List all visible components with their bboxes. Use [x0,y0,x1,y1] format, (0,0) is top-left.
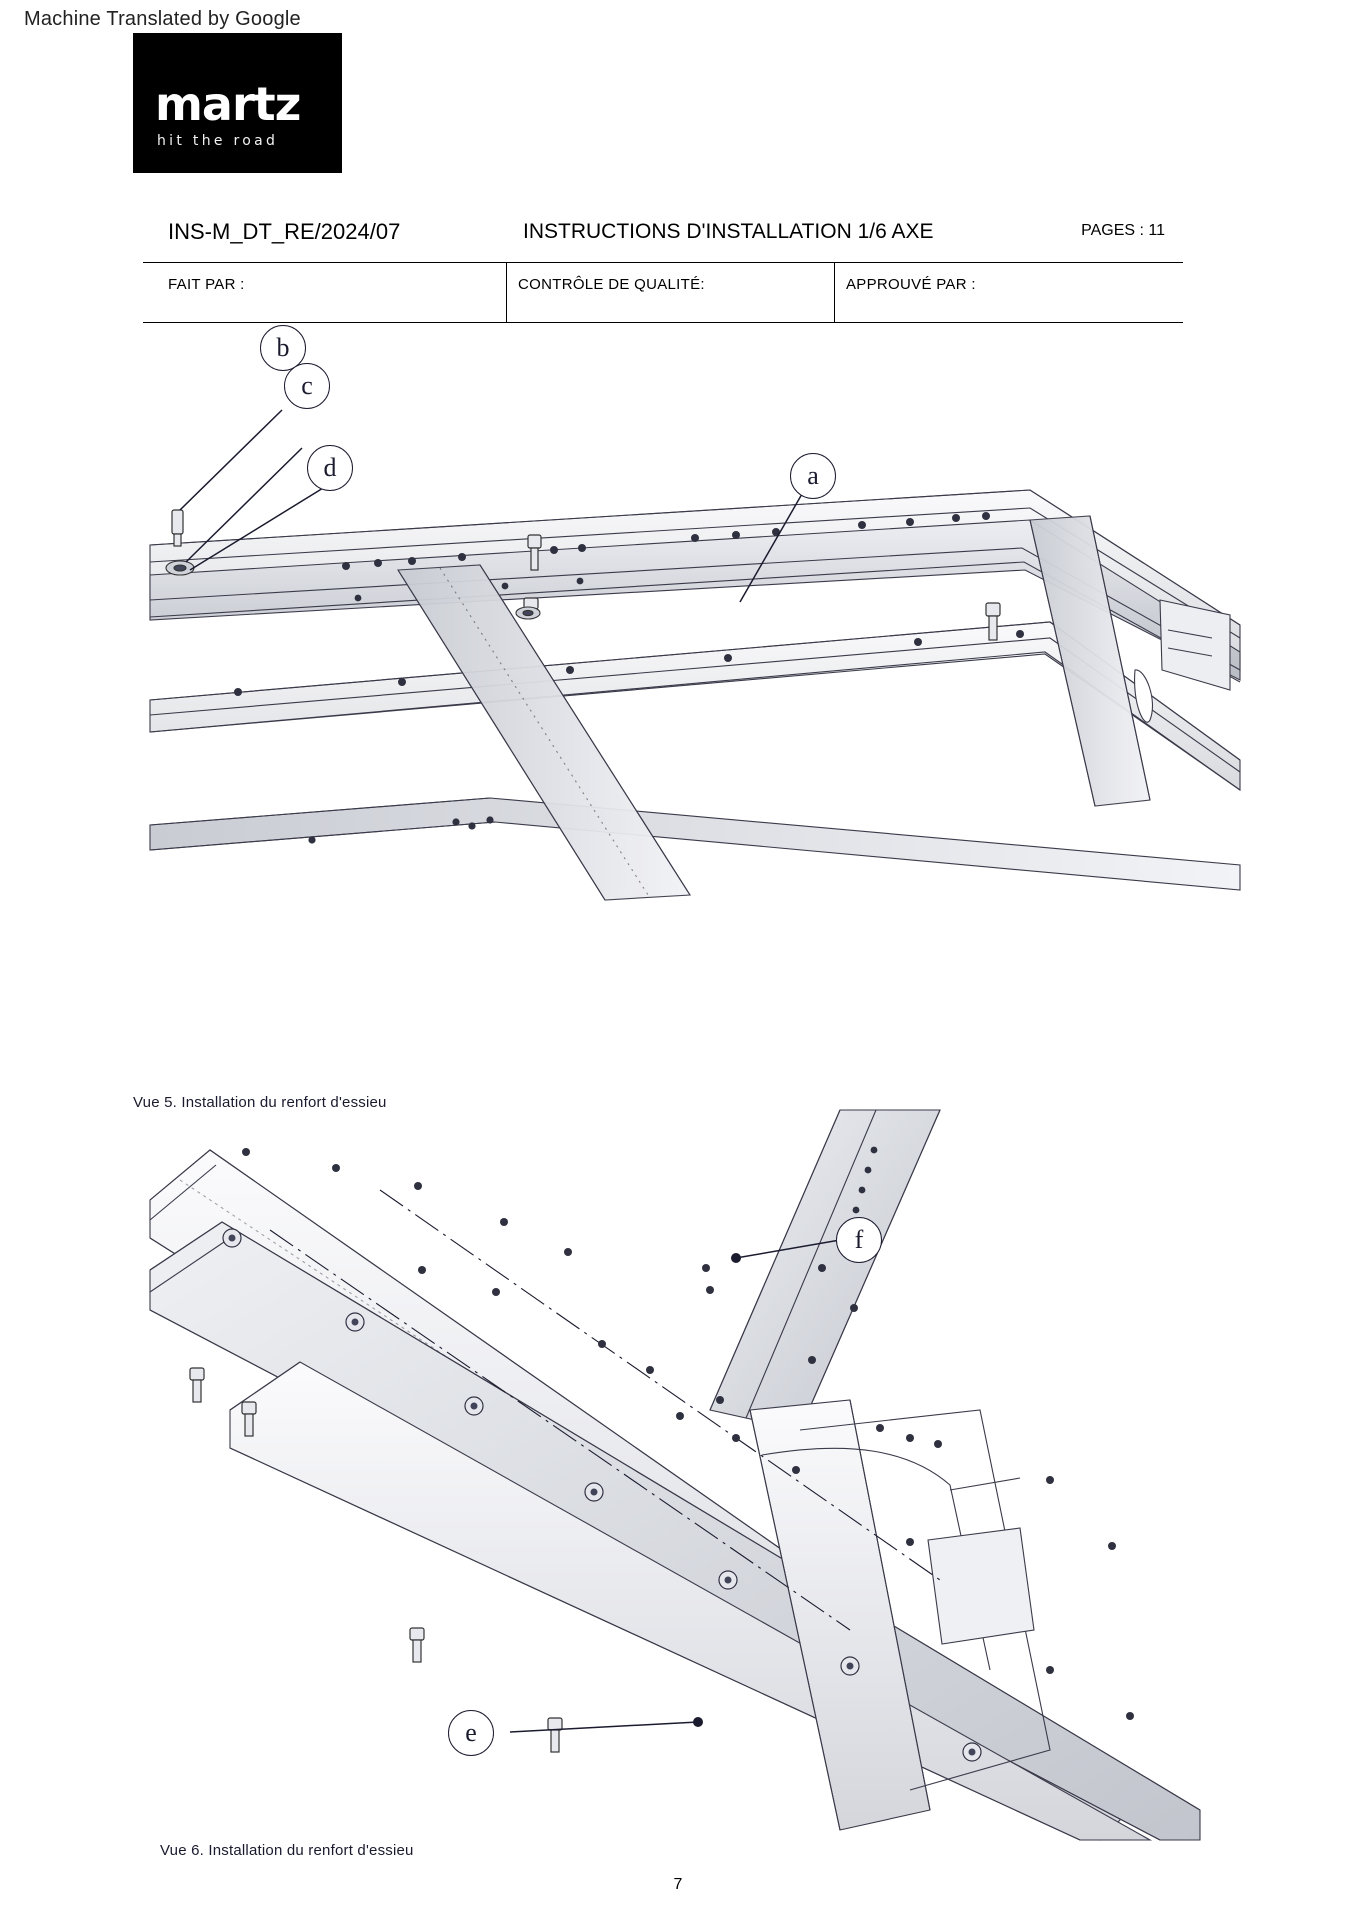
header-bottom-border [143,322,1183,323]
page-count: PAGES : 11 [1081,222,1165,239]
quality-control-label: CONTRÔLE DE QUALITÉ: [518,276,705,293]
martz-logo [133,33,342,173]
callout-c: c [284,363,330,409]
callout-f: f [836,1217,882,1263]
callout-e: e [448,1710,494,1756]
header-divider-vertical-2 [834,262,835,323]
figure-axle-reinforcement-view6 [150,1110,1240,1840]
page-title: Machine Translated by Google [24,8,301,30]
document-header-table [143,210,1183,323]
figure-1-caption: Vue 5. Installation du renfort d'essieu [133,1094,387,1111]
header-divider [143,262,1183,263]
header-divider-vertical-1 [506,262,507,323]
logo-wordmark: martz [155,77,301,131]
made-by-label: FAIT PAR : [168,276,245,293]
callout-d: d [307,445,353,491]
figure-axle-reinforcement-view5 [150,333,1240,915]
document-title: INSTRUCTIONS D'INSTALLATION 1/6 AXE [523,220,934,243]
callout-b: b [260,325,306,371]
approved-by-label: APPROUVÉ PAR : [846,276,976,293]
page-number: 7 [673,1876,683,1893]
logo-tagline: hit the road [157,133,279,149]
callout-a: a [790,453,836,499]
figure-2-caption: Vue 6. Installation du renfort d'essieu [160,1842,414,1859]
document-number: INS-M_DT_RE/2024/07 [168,219,401,244]
